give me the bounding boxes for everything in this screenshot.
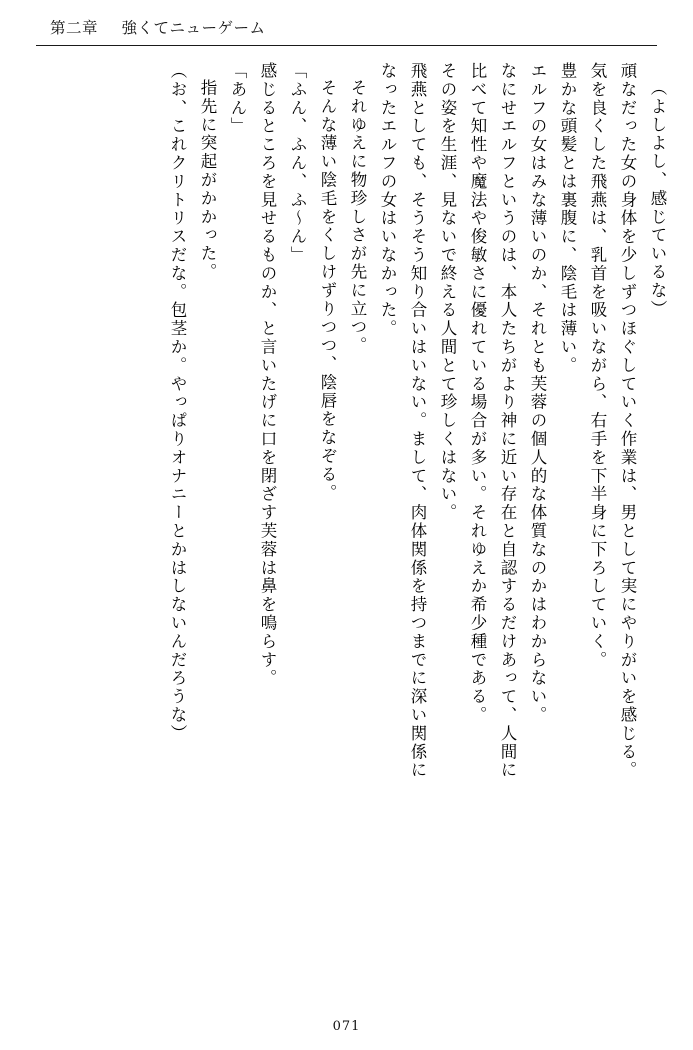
text-column: （よしよし、感じているな） <box>648 79 667 319</box>
text-column: その姿を生涯、見ないで終える人間とて珍しくはない。 <box>438 62 457 522</box>
header-divider-rule <box>36 45 657 46</box>
text-column: 頑なだった女の身体を少しずつほぐしていく作業は、男として実にやりがいを感じる。 <box>618 62 637 780</box>
text-column: なにせエルフというのは、本人たちがより神に近い存在と自認するだけあって、人間に <box>498 62 517 780</box>
text-column: それゆえに物珍しさが先に立つ。 <box>348 79 367 355</box>
text-column: なったエルフの女はいなかった。 <box>378 62 397 338</box>
text-column: （お、これクリトリスだな。包茎か。やっぱりオナニーとかはしないんだろうな） <box>168 62 187 743</box>
text-column: 指先に突起がかかった。 <box>198 79 217 282</box>
text-column: エルフの女はみな薄いのか、それとも芙蓉の個人的な体質なのかはわからない。 <box>528 62 547 725</box>
body-text-block <box>40 62 665 997</box>
text-column: 豊かな頭髪とは裏腹に、陰毛は薄い。 <box>558 62 577 375</box>
chapter-number: 第二章 <box>50 19 99 37</box>
text-column: 飛燕としても、そうそう知り合いはいない。まして、肉体関係を持つまでに深い関係に <box>408 62 427 780</box>
text-column: 感じるところを見せるものか、と言いたげに口を閉ざす芙蓉は鼻を鳴らす。 <box>258 62 277 688</box>
text-column: 気を良くした飛燕は、乳首を吸いながら、右手を下半身に下ろしていく。 <box>588 62 607 670</box>
chapter-title: 強くてニューゲーム <box>121 19 266 37</box>
text-column: 「あん」 <box>228 62 247 136</box>
text-column: 「ふん、ふん、ふ～ん」 <box>288 62 307 265</box>
page-header <box>50 16 643 38</box>
text-column: 比べて知性や魔法や俊敏さに優れている場合が多い。それゆえか希少種である。 <box>468 62 487 725</box>
page-number: 071 <box>332 1019 361 1034</box>
text-column: そんな薄い陰毛をくしけずりつつ、陰唇をなぞる。 <box>318 79 337 503</box>
